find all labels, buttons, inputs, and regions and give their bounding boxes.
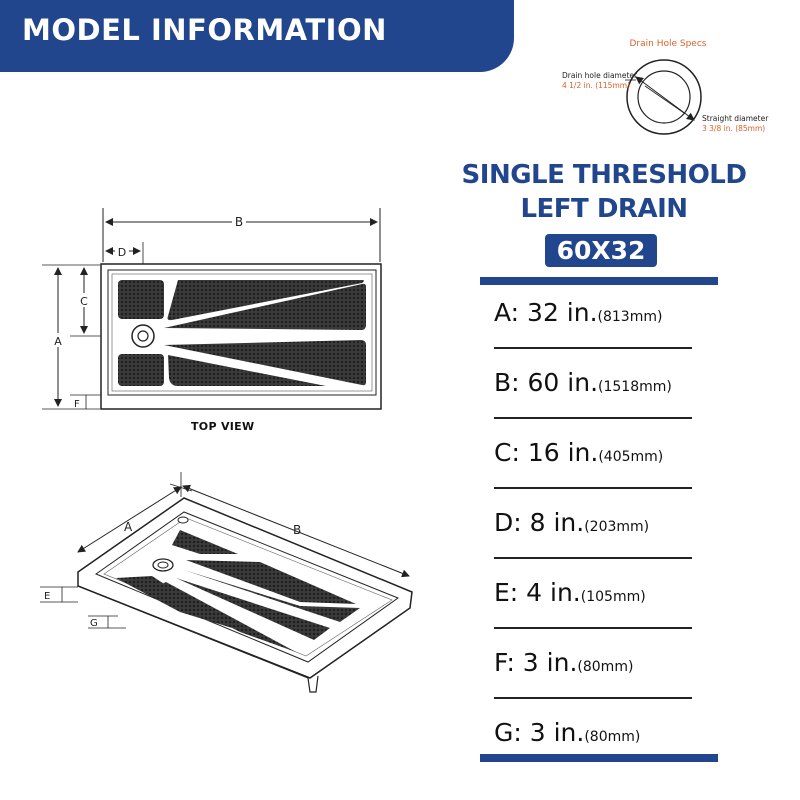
drain-hole-value: 4 1/2 in. (115mm) bbox=[562, 81, 630, 90]
spec-e-metric: (105mm) bbox=[580, 589, 646, 605]
straight-label: Straight diameter bbox=[702, 114, 769, 123]
top-label-b: B bbox=[234, 215, 244, 229]
top-label-f: F bbox=[74, 399, 80, 410]
spec-divider bbox=[494, 417, 692, 419]
spec-row-g bbox=[494, 718, 724, 747]
model-title-line1: SINGLE THRESHOLD bbox=[461, 160, 747, 190]
model-title bbox=[448, 158, 760, 226]
spec-e-label: E: 4 in. bbox=[494, 578, 581, 607]
drain-hole-specs bbox=[562, 39, 769, 134]
spec-divider bbox=[494, 487, 692, 489]
mat-top-left bbox=[118, 280, 164, 319]
spec-b-metric: (1518mm) bbox=[598, 379, 672, 395]
spec-c-label: C: 16 in. bbox=[494, 438, 599, 467]
drain-specs-title: Drain Hole Specs bbox=[629, 39, 707, 49]
spec-row-a bbox=[494, 298, 724, 327]
spec-g-metric: (80mm) bbox=[584, 729, 641, 745]
top-view-caption: TOP VIEW bbox=[191, 420, 255, 433]
spec-divider bbox=[494, 557, 692, 559]
isometric-view-drawing bbox=[40, 472, 412, 692]
spec-g-label: G: 3 in. bbox=[494, 718, 585, 747]
mat-bottom-left bbox=[118, 354, 164, 386]
spec-b-label: B: 60 in. bbox=[494, 368, 599, 397]
spec-a-label: A: 32 in. bbox=[494, 298, 598, 327]
spec-a-metric: (813mm) bbox=[597, 309, 663, 325]
spec-bottom-rule bbox=[480, 754, 718, 762]
spec-divider bbox=[494, 697, 692, 699]
iso-label-b: B bbox=[293, 523, 302, 537]
straight-value: 3 3/8 in. (85mm) bbox=[702, 124, 766, 133]
spec-f-label: F: 3 in. bbox=[494, 648, 578, 677]
spec-row-d bbox=[494, 508, 724, 537]
spec-row-f bbox=[494, 648, 724, 677]
drain-inner-circle bbox=[638, 71, 690, 123]
model-size-badge: 60X32 bbox=[545, 234, 657, 267]
top-label-d: D bbox=[117, 246, 127, 259]
straight-dimension-line bbox=[645, 86, 684, 113]
spec-divider bbox=[494, 347, 692, 349]
spec-top-rule bbox=[480, 277, 718, 285]
drain-hole-label: Drain hole diameter bbox=[562, 71, 638, 80]
top-label-c: C bbox=[80, 295, 88, 308]
spec-row-c bbox=[494, 438, 724, 467]
page-title: MODEL INFORMATION bbox=[22, 13, 387, 47]
iso-label-g: G bbox=[90, 618, 98, 629]
model-title-line2: LEFT DRAIN bbox=[520, 194, 688, 224]
iso-label-a: A bbox=[124, 520, 133, 534]
spec-c-metric: (405mm) bbox=[598, 449, 664, 465]
spec-row-e bbox=[494, 578, 724, 607]
iso-label-e: E bbox=[44, 591, 51, 602]
spec-f-metric: (80mm) bbox=[577, 659, 634, 675]
spec-d-metric: (203mm) bbox=[584, 519, 650, 535]
top-label-a: A bbox=[54, 335, 62, 348]
spec-row-b bbox=[494, 368, 724, 397]
spec-d-label: D: 8 in. bbox=[494, 508, 585, 537]
spec-divider bbox=[494, 627, 692, 629]
top-view-drawing bbox=[42, 208, 381, 410]
